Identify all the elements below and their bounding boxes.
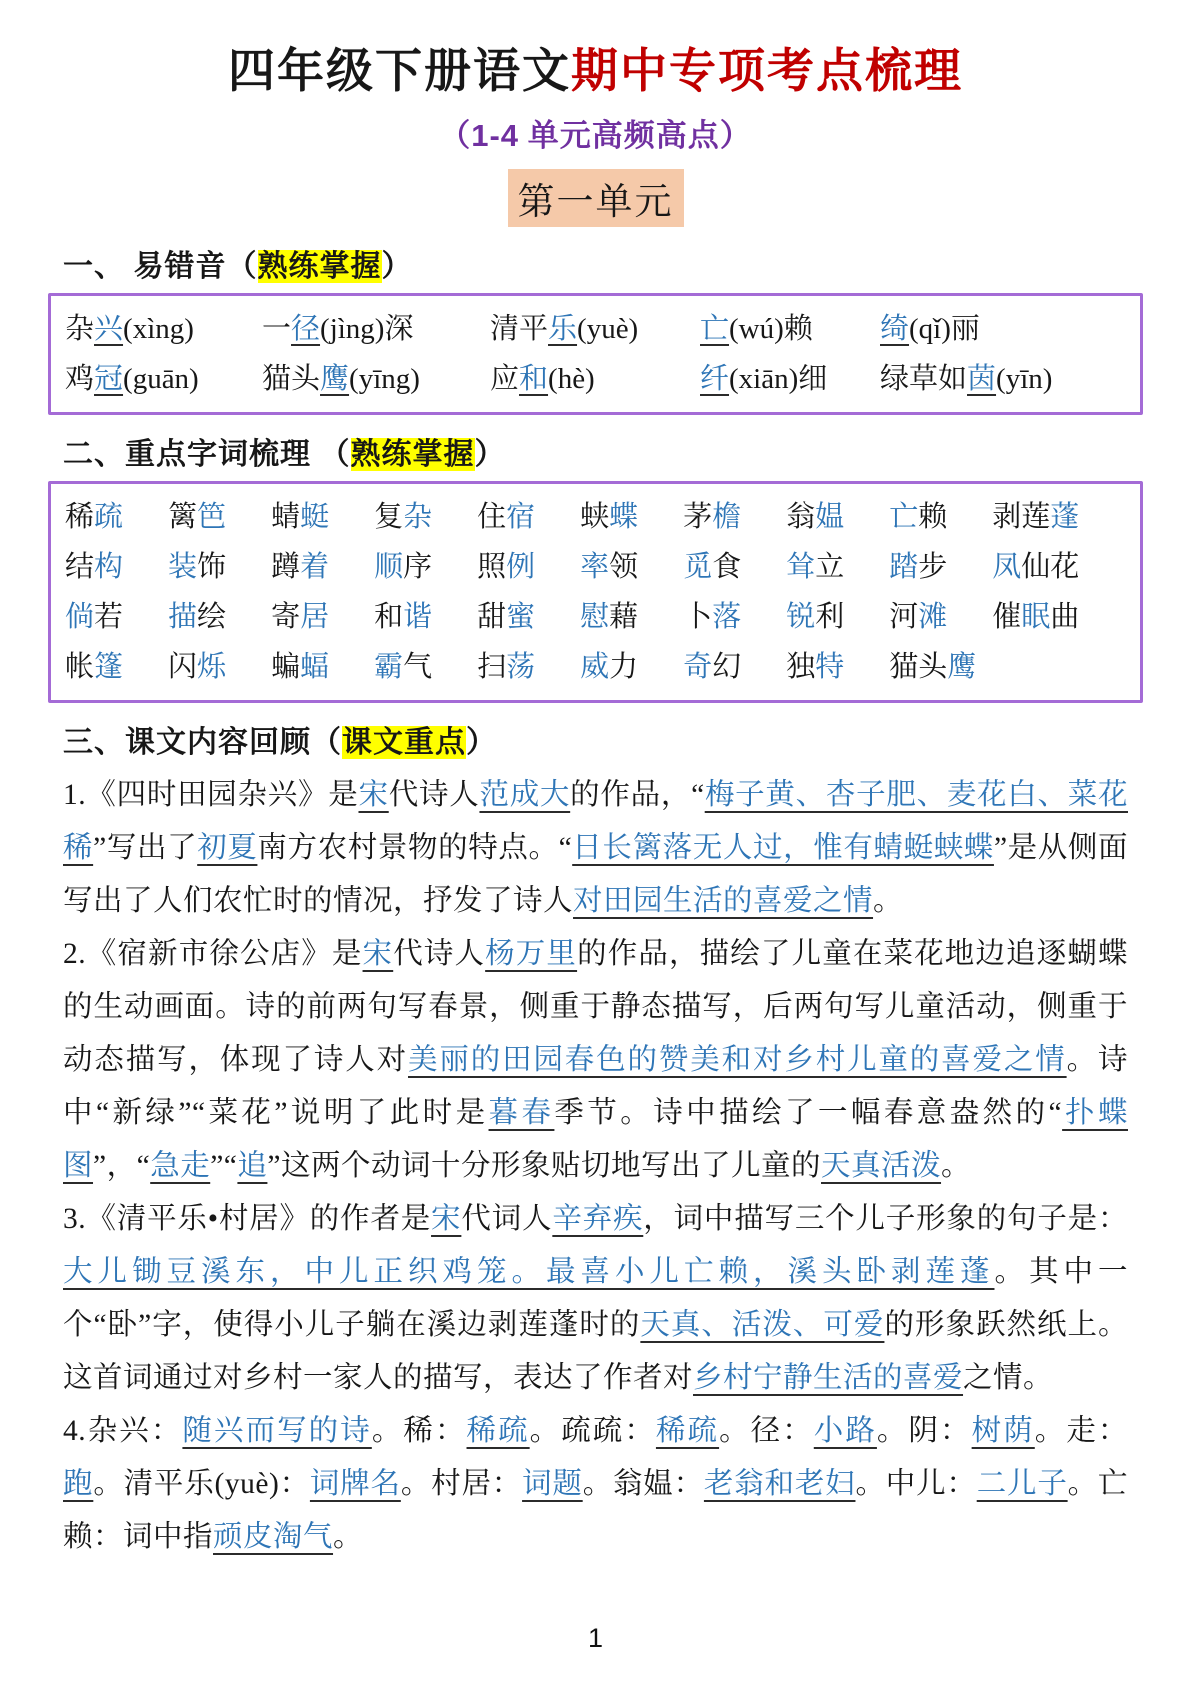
- text-run: 利: [815, 601, 845, 634]
- text-run: 树荫: [971, 1415, 1035, 1448]
- word-item: [262, 354, 490, 404]
- vocab-row-4: [65, 642, 1126, 692]
- text-run: (yīn): [996, 363, 1053, 396]
- word-item: [65, 592, 123, 642]
- text-run: 剥莲: [992, 501, 1051, 534]
- text-run: 若: [94, 601, 124, 634]
- text-run: (wú)赖: [729, 313, 813, 346]
- section2-heading: [63, 429, 1191, 473]
- text-run: 4.杂兴：: [63, 1415, 183, 1448]
- text-run: 二儿子: [976, 1468, 1068, 1501]
- word-item: [477, 542, 535, 592]
- text-run: 二、重点字词梳理 （: [63, 438, 351, 472]
- word-item: [683, 642, 741, 692]
- text-run: 荡: [506, 651, 536, 684]
- text-run: (hè): [548, 363, 595, 396]
- text-run: 之情。: [963, 1362, 1054, 1395]
- text-run: 曲: [1050, 601, 1080, 634]
- word-item: [580, 642, 638, 692]
- text-run: 居: [300, 601, 330, 634]
- text-run: 。其中一个“卧”字，使得小儿子躺在溪边剥莲蓬时的: [63, 1256, 1128, 1342]
- text-run: 鹰: [320, 363, 350, 396]
- text-run: 眠: [1021, 601, 1051, 634]
- text-run: 藉: [609, 601, 639, 634]
- text-run: 翁: [786, 501, 816, 534]
- text-run: 的作品，“: [570, 779, 705, 812]
- text-run: 。中儿：: [855, 1468, 977, 1501]
- text-run: （: [439, 118, 472, 154]
- word-item: [992, 492, 1079, 542]
- text-run: 和: [374, 601, 404, 634]
- text-run: 特: [815, 651, 845, 684]
- text-run: 奇: [683, 651, 713, 684]
- text-run: 。疏疏：: [529, 1415, 656, 1448]
- page-title-red-part: 期中专项考点梳理: [571, 46, 963, 98]
- text-run: 3.《清平乐•村居》的作者是: [63, 1203, 432, 1236]
- text-run: 代词人: [461, 1203, 553, 1236]
- text-run: 宋: [358, 779, 389, 812]
- text-run: 老翁和老妇: [703, 1468, 856, 1501]
- text-run: 帐: [65, 651, 95, 684]
- text-run: 复: [374, 501, 404, 534]
- text-run: 单元高频高点）: [519, 118, 752, 154]
- word-item: [786, 492, 844, 542]
- text-run: 杨万里: [485, 938, 578, 971]
- text-run: ）: [466, 726, 497, 760]
- text-run: 鹰: [947, 651, 977, 684]
- text-run: 顽皮淘气: [213, 1521, 334, 1554]
- pinyin-row-2: [65, 354, 1126, 404]
- text-run: 率: [580, 551, 610, 584]
- text-run: 词题: [522, 1468, 583, 1501]
- text-run: 亡: [700, 313, 730, 346]
- page-subtitle: [0, 110, 1191, 155]
- text-run: 随兴而写的诗: [182, 1415, 372, 1448]
- text-run: 。稀：: [371, 1415, 467, 1448]
- text-run: 亡: [889, 501, 919, 534]
- word-item: [271, 492, 329, 542]
- text-run: 。诗中“新绿”“菜花”说明了此时是: [63, 1044, 1128, 1130]
- text-run: 。阴：: [876, 1415, 972, 1448]
- text-run: 兴: [94, 313, 124, 346]
- word-item: [271, 642, 329, 692]
- text-run: 篷: [94, 651, 124, 684]
- text-run: 。村居：: [400, 1468, 523, 1501]
- text-run: 追: [237, 1150, 268, 1183]
- text-run: 例: [506, 551, 536, 584]
- text-run: (yīng): [349, 363, 420, 396]
- text-run: 耸: [786, 551, 816, 584]
- text-run: 对田园生活的喜爱之情: [573, 885, 874, 918]
- text-run: 步: [918, 551, 948, 584]
- word-item: [880, 304, 1126, 354]
- text-run: 甜: [477, 601, 507, 634]
- text-run: 蛱: [580, 501, 610, 534]
- text-run: 蜓: [300, 501, 330, 534]
- text-run: 天真活泼: [821, 1150, 942, 1183]
- text-run: 一、 易错音（: [63, 250, 258, 284]
- text-run: 小路: [813, 1415, 877, 1448]
- text-run: 日长篱落无人过，惟有蜻蜓蛱蝶: [572, 832, 994, 865]
- text-run: 径: [291, 313, 321, 346]
- text-run: 篱: [168, 501, 198, 534]
- text-run: 河: [889, 601, 919, 634]
- text-run: 的作品，描绘了儿童在菜花地边追逐蝴蝶的生动画面。诗的前两句写春景，侧重于静态描写，后两句写儿童活动，侧重于动态描写，体现了诗人对: [63, 938, 1128, 1077]
- text-run: 大儿锄豆溪东，中儿正织鸡笼。最喜小儿亡赖，溪头卧剥莲蓬: [63, 1256, 995, 1289]
- section3-heading: [63, 717, 1191, 761]
- text-run: 蜜: [506, 601, 536, 634]
- text-run: 初夏: [197, 832, 258, 865]
- text-run: 寄: [271, 601, 301, 634]
- text-run: 冠: [94, 363, 124, 396]
- text-run: 蝙: [271, 651, 301, 684]
- text-run: 踏: [889, 551, 919, 584]
- page-number: 1: [587, 1623, 604, 1653]
- vocab-row-1: [65, 492, 1126, 542]
- text-run: 卜: [683, 601, 713, 634]
- word-item: [477, 492, 535, 542]
- text-run: (jìng)深: [320, 313, 414, 346]
- text-run: 和: [519, 363, 549, 396]
- word-item: [374, 592, 432, 642]
- text-run: 滩: [918, 601, 948, 634]
- word-item: [490, 304, 700, 354]
- word-item: [477, 592, 535, 642]
- section1-heading: [63, 241, 1191, 285]
- text-run: 赖: [918, 501, 948, 534]
- text-run: 结: [65, 551, 95, 584]
- text-run: 烁: [197, 651, 227, 684]
- text-run: 锐: [786, 601, 816, 634]
- text-run: 媪: [815, 501, 845, 534]
- text-run: (guān): [123, 363, 199, 396]
- text-run: 宋: [362, 938, 394, 971]
- text-run: 催: [992, 601, 1022, 634]
- text-run: 力: [609, 651, 639, 684]
- text-run: 代诗人: [393, 938, 486, 971]
- word-item: [168, 542, 226, 592]
- text-run: 熟练掌握: [257, 250, 382, 284]
- word-item: [992, 542, 1079, 592]
- word-item: [683, 492, 741, 542]
- text-run: 乡村宁静生活的喜爱: [693, 1362, 964, 1395]
- vocab-row-2: [65, 542, 1126, 592]
- pinyin-row-1: [65, 304, 1126, 354]
- word-item: [786, 642, 844, 692]
- word-item: [374, 542, 432, 592]
- word-item: [262, 304, 490, 354]
- text-run: 稀疏: [466, 1415, 530, 1448]
- text-run: 乐: [548, 313, 578, 346]
- text-run: 。: [873, 885, 904, 918]
- word-item: [374, 492, 432, 542]
- text-run: 幻: [712, 651, 742, 684]
- word-item: [168, 592, 226, 642]
- text-run: 的形象跃然纸上。这首词通过对乡村一家人的描写，表达了作者对: [63, 1309, 1128, 1395]
- text-run: ”这两个动词十分形象贴切地写出了儿童的: [267, 1150, 822, 1183]
- text-run: 宋: [431, 1203, 462, 1236]
- text-run: 装: [168, 551, 198, 584]
- text-run: 落: [712, 601, 742, 634]
- text-run: 梅子黄、杏子肥、麦花白、菜花稀: [63, 779, 1128, 865]
- text-run: 杂: [65, 313, 95, 346]
- text-run: 闪: [168, 651, 198, 684]
- text-run: 霸: [374, 651, 404, 684]
- text-run: 。径：: [719, 1415, 814, 1448]
- word-item: [889, 642, 976, 692]
- word-item: [271, 542, 329, 592]
- text-run: 清平: [490, 313, 549, 346]
- text-run: 季节。诗中描绘了一幅春意盎然的“: [554, 1097, 1063, 1130]
- text-run: 跑: [63, 1468, 94, 1501]
- text-run: 1-4: [471, 118, 520, 154]
- text-run: 稀疏: [655, 1415, 720, 1448]
- text-run: 宿: [506, 501, 536, 534]
- text-run: 顺: [374, 551, 404, 584]
- text-run: 扑蝶图: [63, 1097, 1128, 1183]
- text-run: 蹲: [271, 551, 301, 584]
- text-run: 住: [477, 501, 507, 534]
- text-run: 蓬: [1050, 501, 1080, 534]
- text-run: 范成大: [479, 779, 571, 812]
- word-item: [683, 542, 741, 592]
- text-run: 气: [403, 651, 433, 684]
- word-item: [700, 304, 880, 354]
- text-run: 纤: [700, 363, 730, 396]
- text-run: 领: [609, 551, 639, 584]
- paragraph-1: [63, 769, 1128, 928]
- content-paragraphs: [63, 769, 1128, 1564]
- text-run: 辛弃疾: [552, 1203, 644, 1236]
- text-run: 谐: [403, 601, 433, 634]
- text-run: 1.《四时田园杂兴》是: [63, 779, 359, 812]
- word-item: [490, 354, 700, 404]
- word-item: [889, 492, 947, 542]
- text-run: ”是从侧面写出了人们农忙时的情况，抒发了诗人: [63, 832, 1128, 918]
- text-run: 。翁媪：: [582, 1468, 704, 1501]
- word-item: [65, 542, 123, 592]
- text-run: 描: [168, 601, 198, 634]
- text-run: 应: [490, 363, 520, 396]
- word-item: [65, 492, 123, 542]
- word-item: [580, 592, 638, 642]
- text-run: 饰: [197, 551, 227, 584]
- text-run: 南方农村景物的特点。“: [257, 832, 573, 865]
- word-item: [580, 542, 638, 592]
- text-run: 食: [712, 551, 742, 584]
- text-run: 威: [580, 651, 610, 684]
- paragraph-3: [63, 1193, 1128, 1405]
- word-item: [786, 542, 844, 592]
- text-run: 绿草如: [880, 363, 968, 396]
- text-run: 稀: [65, 501, 95, 534]
- text-run: ”写出了: [93, 832, 198, 865]
- text-run: 杂: [403, 501, 433, 534]
- word-item: [700, 354, 880, 404]
- text-run: 2.《宿新市徐公店》是: [63, 938, 363, 971]
- text-run: 茅: [683, 501, 713, 534]
- text-run: 一: [262, 313, 292, 346]
- text-run: 檐: [712, 501, 742, 534]
- word-item: [65, 354, 262, 404]
- word-item: [374, 642, 432, 692]
- word-item: [786, 592, 844, 642]
- text-run: 急走: [150, 1150, 211, 1183]
- text-run: 蜻: [271, 501, 301, 534]
- page-title-black-part: 四年级下册语文: [228, 46, 571, 98]
- pinyin-box: [48, 293, 1143, 415]
- text-run: 蝶: [609, 501, 639, 534]
- word-item: [683, 592, 741, 642]
- text-run: 暮春: [488, 1097, 555, 1130]
- text-run: 。清平乐(yuè)：: [93, 1468, 310, 1501]
- text-run: 鸡: [65, 363, 95, 396]
- text-run: ）: [381, 250, 413, 284]
- text-run: 。: [333, 1521, 364, 1554]
- text-run: 立: [815, 551, 845, 584]
- vocab-row-3: [65, 592, 1126, 642]
- word-item: [880, 354, 1126, 404]
- text-run: 着: [300, 551, 330, 584]
- text-run: 。亡赖：词中指: [63, 1468, 1128, 1554]
- text-run: 仙花: [1021, 551, 1080, 584]
- page-title: [0, 0, 1191, 100]
- text-run: 。: [941, 1150, 972, 1183]
- word-item: [65, 304, 262, 354]
- word-item: [168, 492, 226, 542]
- text-run: 猫头: [889, 651, 948, 684]
- text-run: 疏: [94, 501, 124, 534]
- text-run: 。走：: [1034, 1415, 1128, 1448]
- word-item: [889, 542, 947, 592]
- text-run: 独: [786, 651, 816, 684]
- text-run: 绮: [880, 313, 910, 346]
- text-run: 构: [94, 551, 124, 584]
- text-run: 扫: [477, 651, 507, 684]
- text-run: (xiān)细: [729, 363, 828, 396]
- word-item: [477, 642, 535, 692]
- text-run: (yuè): [577, 313, 639, 346]
- word-item: [271, 592, 329, 642]
- text-run: 熟练掌握: [350, 438, 475, 472]
- text-run: 绘: [197, 601, 227, 634]
- word-item: [889, 592, 947, 642]
- text-run: ，词中描写三个儿子形象的句子是：: [643, 1203, 1128, 1236]
- text-run: 倘: [65, 601, 95, 634]
- text-run: 课文重点: [342, 726, 466, 760]
- text-run: 词牌名: [309, 1468, 401, 1501]
- text-run: ）: [474, 438, 506, 472]
- text-run: 美丽的田园春色的赞美和对乡村儿童的喜爱之情: [408, 1044, 1067, 1077]
- paragraph-2: [63, 928, 1128, 1193]
- text-run: 天真、活泼、可爱: [640, 1309, 885, 1342]
- text-run: 三、课文内容回顾（: [63, 726, 342, 760]
- text-run: ”“: [210, 1150, 238, 1183]
- text-run: 茵: [967, 363, 997, 396]
- text-run: ”，“: [93, 1150, 151, 1183]
- vocab-box: [48, 481, 1143, 703]
- text-run: 慰: [580, 601, 610, 634]
- word-item: [580, 492, 638, 542]
- unit-header-wrap: [0, 169, 1191, 227]
- text-run: 凤: [992, 551, 1022, 584]
- text-run: (qǐ)丽: [909, 313, 980, 346]
- text-run: (xìng): [123, 313, 194, 346]
- text-run: 笆: [197, 501, 227, 534]
- word-item: [992, 592, 1079, 642]
- word-item: [65, 642, 123, 692]
- text-run: 猫头: [262, 363, 321, 396]
- unit-header: 第一单元: [508, 169, 684, 227]
- paragraph-4: [63, 1405, 1128, 1564]
- text-run: 蝠: [300, 651, 330, 684]
- text-run: 觅: [683, 551, 713, 584]
- word-item: [168, 642, 226, 692]
- text-run: 代诗人: [388, 779, 480, 812]
- text-run: 照: [477, 551, 507, 584]
- text-run: 序: [403, 551, 433, 584]
